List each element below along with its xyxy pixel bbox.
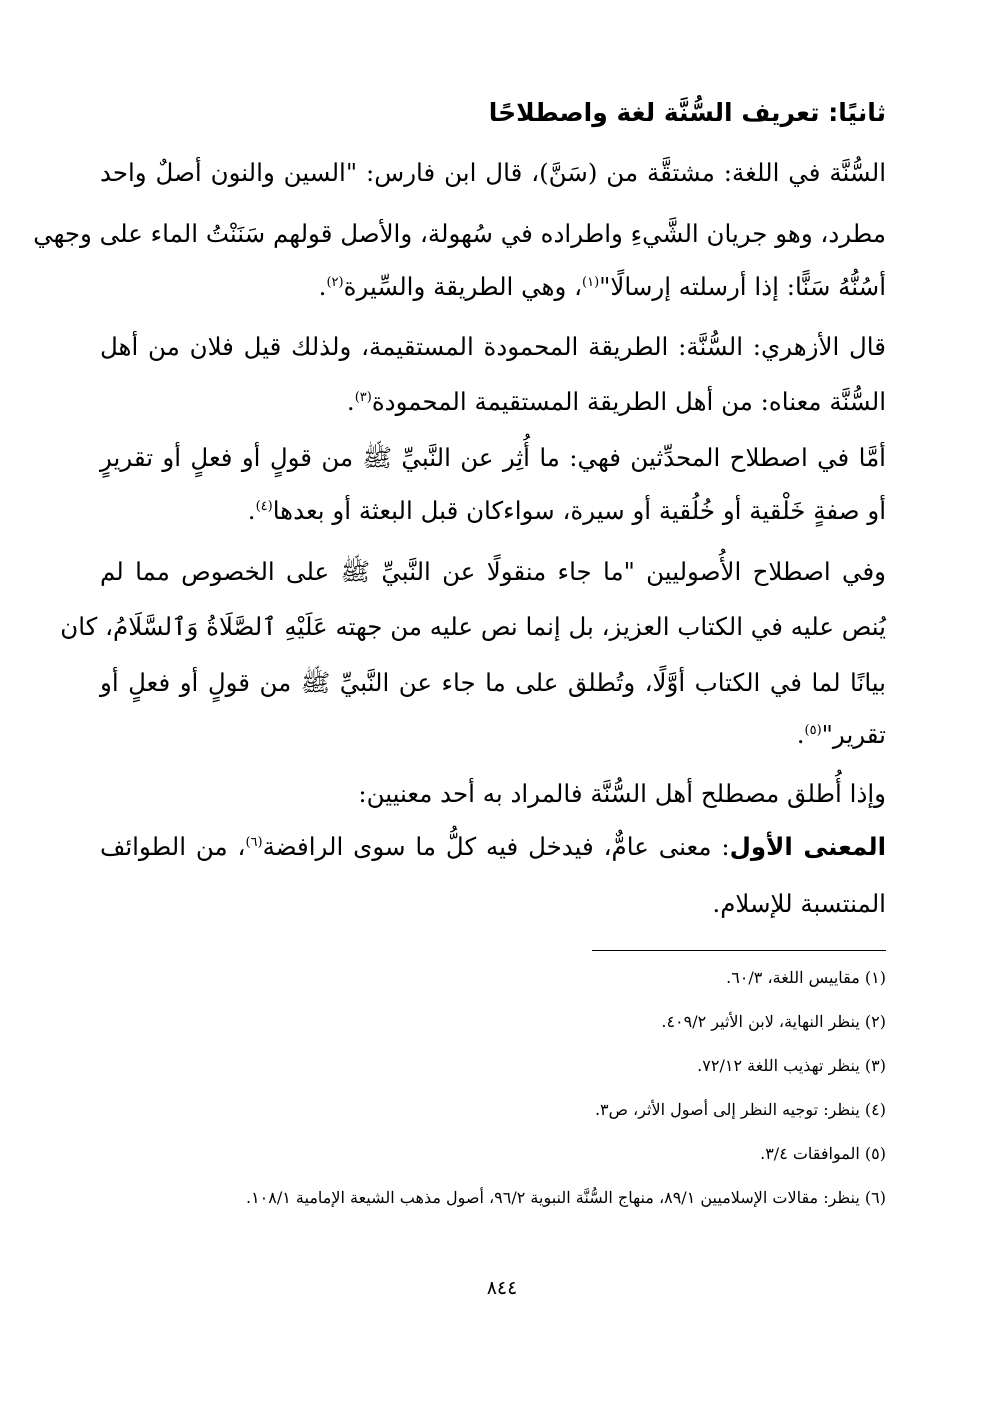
footnote-ref-1: (١) (582, 274, 600, 290)
text-span: . (346, 387, 355, 416)
footnote-4: (٤) ينظر: توجيه النظر إلى أصول الأثر، ص٣. (594, 1100, 886, 1119)
text-span: السُّنَّة معناه: من أهل الطريقة المستقيمة المحمودة (371, 387, 886, 416)
paragraph-4-line-4 (100, 718, 886, 752)
footnote-ref-6: (٦) (245, 834, 263, 850)
paragraph-3-line-2 (100, 494, 886, 528)
text-span: . (318, 272, 327, 301)
paragraph-4-line-2: يُنص عليه في الكتاب العزيز، بل إنما نص عليه من جهته عَلَيْهِ ٱلصَّلَاةُ وَٱلسَّلَامُ، كان (60, 612, 886, 641)
footnote-separator (592, 950, 886, 951)
footnote-ref-5: (٥) (804, 722, 822, 738)
paragraph-2-line-2 (100, 385, 886, 419)
text-span: أو صفةٍ خَلْقية أو خُلُقية أو سيرة، سواءكان قبل البعثة أو بعدها (272, 496, 886, 525)
paragraph-1-line-2: مطرد، وهو جريان الشَّيءِ واطراده في سُهولة، والأصل قولهم سَنَنْتُ الماء على وجهي (33, 219, 886, 248)
paragraph-6-line-1 (100, 830, 886, 864)
text-span: ، وهي الطريقة والسِّيرة (343, 272, 582, 301)
first-meaning-term: المعنى الأول (729, 832, 886, 861)
page-number: ٨٤٤ (486, 1277, 518, 1299)
text-span: : معنى عامٌّ، فيدخل فيه كلُّ ما سوى الرافضة (262, 832, 730, 861)
footnote-2: (٢) ينظر النهاية، لابن الأثير ٤٠٩/٢. (661, 1012, 886, 1031)
paragraph-1-line-3 (100, 270, 886, 304)
section-heading: ثانيًا: تعريف السُّنَّة لغة واصطلاحًا (488, 98, 886, 127)
paragraph-3-line-1: أمَّا في اصطلاح المحدِّثين فهي: ما أُثِر عن النَّبيِّ ﷺ من قولٍ أو فعلٍ أو تقريرٍ (100, 443, 886, 472)
footnote-3: (٣) ينظر تهذيب اللغة ٧٢/١٢. (697, 1056, 886, 1075)
paragraph-1-line-1: السُّنَّة في اللغة: مشتقَّة من (سَنَّ)، قال ابن فارس: "السين والنون أصلٌ واحد (100, 158, 886, 187)
text-span: . (247, 496, 256, 525)
footnote-1: (١) مقاييس اللغة، ٦٠/٣. (726, 968, 886, 987)
paragraph-6-line-2: المنتسبة للإسلام. (712, 889, 886, 918)
paragraph-4-line-3: بيانًا لما في الكتاب أوَّلًا، وتُطلق على ما جاء عن النَّبيِّ ﷺ من قولٍ أو فعلٍ أو (100, 668, 886, 697)
paragraph-4-line-1: وفي اصطلاح الأُصوليين "ما جاء منقولًا عن النَّبيِّ ﷺ على الخصوص مما لم (100, 557, 886, 586)
footnote-ref-4: (٤) (255, 498, 273, 514)
footnote-ref-3: (٣) (354, 389, 372, 405)
footnote-5: (٥) الموافقات ٣/٤. (760, 1144, 886, 1163)
paragraph-2-line-1: قال الأزهري: السُّنَّة: الطريقة المحمودة المستقيمة، ولذلك قيل فلان من أهل (100, 332, 886, 361)
text-span: تقرير" (821, 720, 886, 749)
text-span: أسُنُّهُ سَنًّا: إذا أرسلته إرسالًا" (599, 272, 886, 301)
paragraph-5-line-1: وإذا أُطلق مصطلح أهل السُّنَّة فالمراد به أحد معنيين: (358, 779, 886, 808)
footnote-6: (٦) ينظر: مقالات الإسلاميين ٨٩/١، منهاج السُّنَّة النبوية ٩٦/٢، أصول مذهب الشيعة الإمامية ١٠٨/١. (245, 1188, 886, 1207)
text-span: ، من الطوائف (100, 832, 246, 861)
footnote-ref-2: (٢) (326, 274, 344, 290)
text-span: . (796, 720, 805, 749)
